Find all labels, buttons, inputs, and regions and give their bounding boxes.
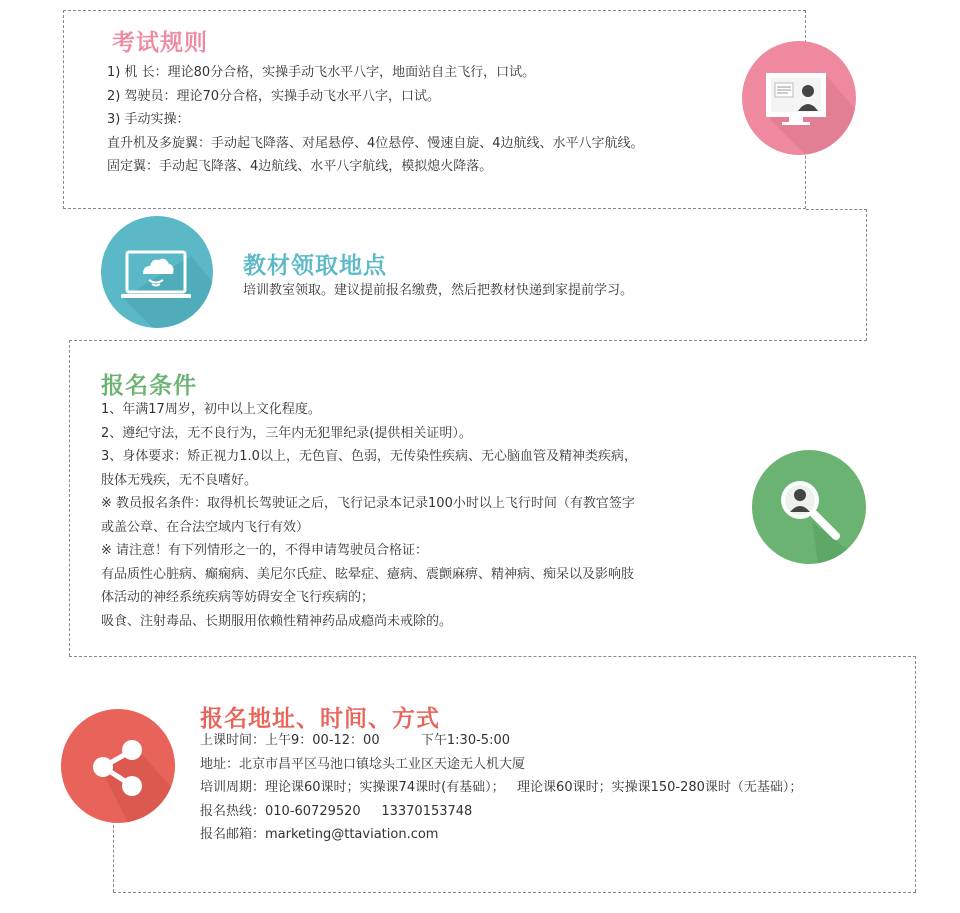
requirement-line: ※ 教员报名条件：取得机长驾驶证之后，飞行记录本记录100小时以上飞行时间（有教官签字 (101, 496, 635, 511)
requirement-line: 或盖公章、在合法空域内飞行有效） (101, 519, 310, 535)
contact-line: 地址：北京市昌平区马池口镇埝头工业区天途无人机大厦 (200, 756, 526, 772)
contact-right-border (915, 656, 916, 892)
requirements-bottom-border (69, 656, 916, 657)
contact-bottom-border (113, 892, 916, 893)
monitor-presenter-icon (742, 41, 856, 155)
requirement-line: ※ 请注意！有下列情形之一的，不得申请驾驶员合格证： (101, 543, 429, 558)
requirement-line: 1、年满17周岁，初中以上文化程度。 (101, 402, 321, 417)
requirement-line: 体活动的神经系统疾病等妨碍安全飞行疾病的； (101, 590, 375, 605)
cloud-laptop-icon (101, 216, 213, 328)
requirement-line: 有品质性心脏病、癫痫病、美尼尔氏症、眩晕症、癔病、震颤麻痹、精神病、痴呆以及影响肢 (101, 566, 635, 582)
contact-line: 培训周期：理论课60课时；实操课74课时(有基础）； 理论课60课时；实操课150-280课时（无基础）； (200, 780, 803, 795)
exam-rule-line: 2) 驾驶员：理论70分合格，实操手动飞水平八字，口试。 (107, 88, 441, 104)
textbook-bottom-border (69, 340, 867, 341)
exam-rule-line: 直升机及多旋翼：手动起飞降落、对尾悬停、4位悬停、慢速自旋、4边航线、水平八字航线。 (107, 135, 644, 151)
magnifier-person-icon (752, 450, 866, 564)
textbook-top-border (806, 209, 867, 210)
textbook-right-border (866, 209, 867, 341)
contact-line: 报名邮箱：marketing@ttaviation.com (200, 827, 439, 842)
exam-rule-line: 1) 机 长：理论80分合格，实操手动飞水平八字，地面站自主飞行，口试。 (107, 65, 536, 80)
requirements-left-border (69, 340, 70, 656)
share-icon (61, 709, 175, 823)
exam-rules-text (107, 61, 644, 179)
textbook-text (243, 279, 633, 303)
textbook-title: 教材领取地点 (243, 253, 387, 279)
contact-line: 报名热线：010-60729520 13370153748 (200, 803, 473, 819)
requirement-line: 肢体无残疾，无不良嗜好。 (101, 472, 258, 488)
requirement-line: 3、身体要求：矫正视力1.0以上，无色盲、色弱，无传染性疾病、无心脑血管及精神类疾病， (101, 449, 637, 464)
contact-title: 报名地址、时间、方式 (200, 706, 440, 732)
requirement-line: 吸食、注射毒品、长期服用依赖性精神药品成瘾尚未戒除的。 (101, 613, 453, 629)
textbook-line: 培训教室领取。建议提前报名缴费，然后把教材快递到家提前学习。 (243, 283, 634, 298)
exam-rules-title: 考试规则 (112, 30, 208, 56)
requirements-text (101, 398, 637, 633)
contact-left-border (113, 820, 114, 892)
exam-rule-line: 3) 手动实操： (107, 112, 190, 127)
requirement-line: 2、遵纪守法，无不良行为，三年内无犯罪纪录(提供相关证明）。 (101, 425, 472, 441)
contact-text (200, 729, 802, 847)
exam-rule-line: 固定翼：手动起飞降落、4边航线、水平八字航线，模拟熄火降落。 (107, 159, 493, 174)
contact-line: 上课时间：上午9：00-12：00 下午1:30-5:00 (200, 733, 510, 748)
requirements-title: 报名条件 (101, 373, 197, 399)
